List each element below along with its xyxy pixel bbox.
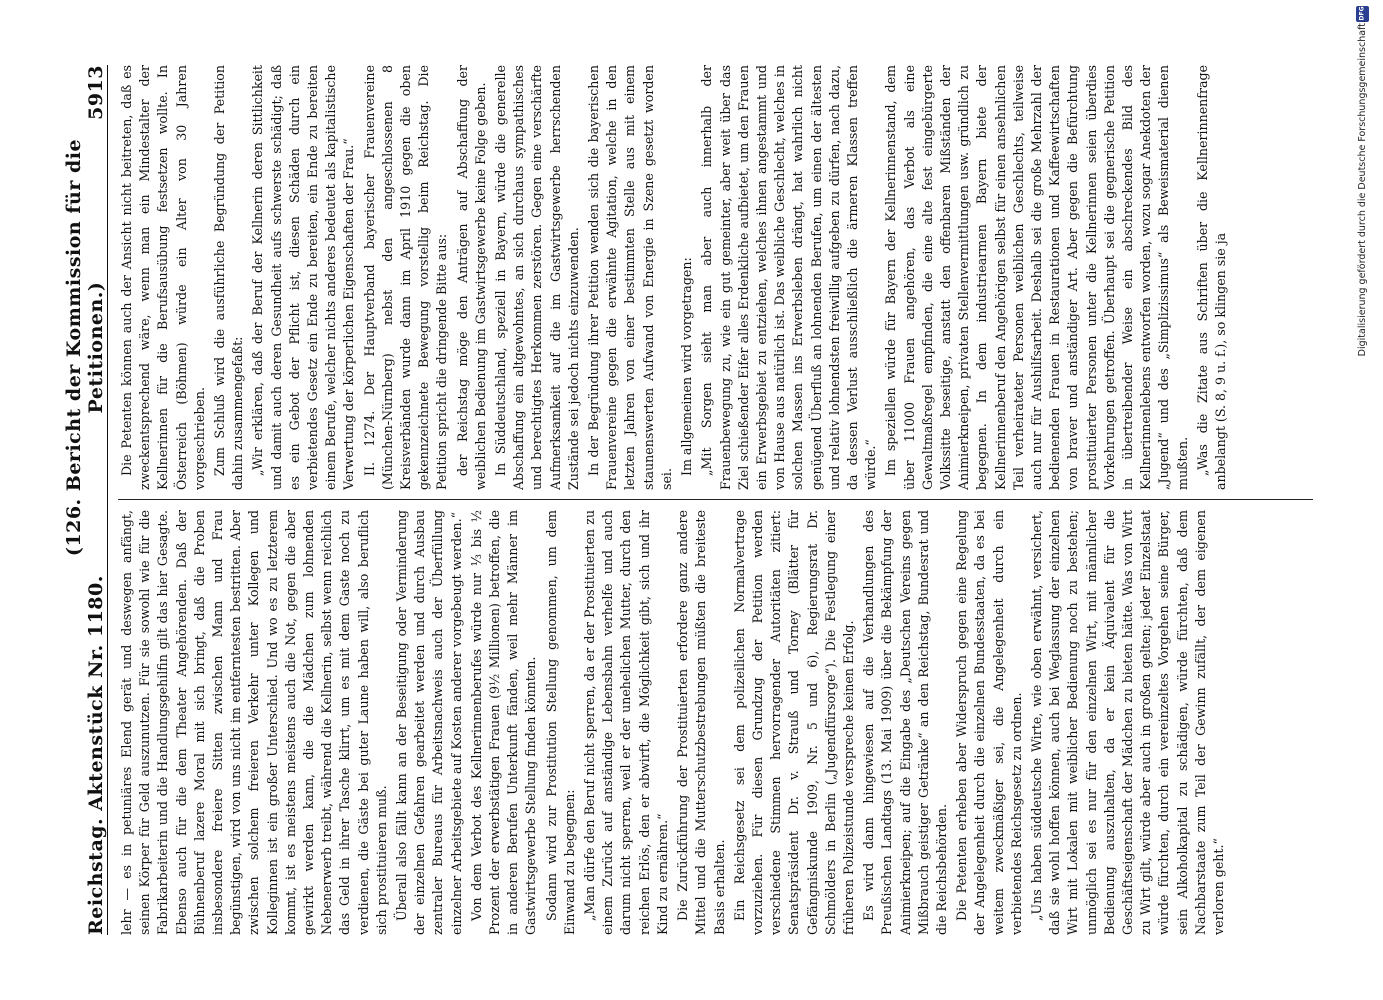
- text-columns: [118, 65, 1313, 935]
- paragraph: Es wird dann hingewiesen auf die Verhandlungen des Preußischen Landtags (13. Mai 1909) über die Bekämpfung der Animierkneipen; auf die Eingabe des „Deutschen Vereins gegen Mißbrauch geistiger Getränke“ an den Reichstag, Bundesrat und die Reichsbehörden.: [861, 510, 949, 935]
- paragraph: II. 1274. Der Hauptverband bayerischer Frauenvereine (München-Nürnberg) nebst den angeschlossenen 8 Kreisverbänden wurde dann im April 1910 gegen die oben gekennzeichnete Bewegung vorstellig beim Reichstag. Die Petition spricht die dringende Bitte aus:: [361, 65, 450, 490]
- paragraph: Überall also fällt kann an der Beseitigung oder Verminderung der einzelnen Gefahren gearbeitet werden und durch Ausbau zentraler Bureaus für Arbeitsnachweis auch der Überfüllung einzelner Arbeitsgebiete auf Kosten anderer vorgebeugt werden.“: [394, 510, 464, 935]
- digitization-text: Digitalisierung gefördert durch die Deutsche Forschungsgemeinschaft.: [1357, 20, 1368, 357]
- paragraph: der Reichstag möge den Anträgen auf Abschaffung der weiblichen Bedienung im Gastwirtsgewerbe keine Folge geben.: [454, 65, 488, 490]
- column-divider: [118, 499, 1313, 500]
- paragraph: Von dem Verbot des Kellnerinnenberufes würde nur ⅓ bis ½ Prozent der erwerbstätigen Frauen (9½ Millionen) betroffen, die in anderen Berufen Unterkunft fänden, weil mehr Männer im Gastwirtsgewerbe Stellung finden könnten.: [468, 510, 539, 935]
- paragraph: Die Petenten können auch der Ansicht nicht beitreten, daß es zweckentsprechend wäre, wenn man ein Mindestalter der Kellnerinnen für die Berufsausübung festsetzen wollte. In Österreich (Böhmen) würde ein Alter von 30 Jahren vorgeschrieben.: [119, 65, 207, 490]
- paragraph: In der Begründung ihrer Petition wenden sich die bayerischen Frauenvereine gegen die erwähnte Agitation, welche in den letzten Jahren von einer bestimmten Stelle aus mit einem staunenswerten Aufwand von Energie in Szene gesetzt worden sei.: [586, 65, 674, 490]
- paragraph: „Mit Sorgen sieht man aber auch innerhalb der Frauenbewegung zu, wie ein gut gemeinter, aber weit über das Ziel schießender Eifer alles Erdenkliche aufbietet, um den Frauen ein Erwerbsgebiet zu entziehen, welches ihnen angestammt und von Hause aus natürlich ist. Das weibliche Geschlecht, welches in solchen Massen ins Erwerbsleben drängt, hat wahrlich nicht genügend Überfluß an lohnenden Berufen, um einen der ältesten und relativ lohnendsten freiwillig aufgeben zu dürfen, nach dazu, da dessen Verlust ausschließlich die ärmeren Klassen treffen würde.“: [699, 65, 879, 490]
- page-number: 5913: [85, 65, 107, 120]
- page-header: [63, 65, 108, 935]
- left-column: [118, 510, 1313, 935]
- right-column: [118, 65, 1313, 490]
- paragraph: „Wir erklären, daß der Beruf der Kellnerin deren Sittlichkeit und damit auch deren Gesundheit aufs schwerste schädigt; daß es ein Gebot der Pflicht ist, diesen Schäden durch ein verbietendes Gesetz ein Ende zu bereiten, ein Ende zu bereiten einem Berufe, welcher nichts anderes bedeutet als kapitalistische Verwertung der körperlichen Eigenschaften der Frau.“: [250, 65, 357, 490]
- paragraph: Die Zurückführung der Prostituierten erfordere ganz andere Mittel und die Mutterschutzbestrebungen müßten die breiteste Basis erhalten.: [675, 510, 727, 935]
- digitization-note: [1355, 20, 1371, 980]
- paragraph: Ein Reichsgesetz sei dem polizeilichen Normalvertrage vorzuziehen. Für diesen Grundzug der Petition werden verschiedene Stimmen hervorragender Autoritäten zitiert: Senatspräsident Dr. v. Strauß und Torney (Blätter für Gefängniskunde 1909, Nr. 5 und 6), Regierungsrat Dr. Schmölders in Berlin („Jugendfürsorge“). Die Festlegung einer früheren Polizeistunde verspreche keinen Erfolg.: [731, 510, 856, 935]
- paragraph: Im speziellen würde für Bayern der Kellnerinnenstand, dem über 11000 Frauen angehören, das Verbot als eine Gewaltmaßregel empfinden, die eine alte fest eingebürgerte Volkssitte beseitige, anstatt den offenbaren Mißständen der Animierkneipen, privaten Stellenvermittlungen usw. gründlich zu begegnen. In dem industriearmen Bayern biete der Kellnerinnenberuf den Angehörigen selbst für einen ansehnlichen Teil verheirateter Personen weiblichen Geschlechts, teilweise auch nur für Aushilfsarbeit. Deshalb sei die große Mehrzahl der bedienenden Frauen in Restaurationen und Kaffeewirtschaften von braver und anständiger Art. Aber gegen die Befürchtung prostituierter Personen unter die Kellnerinnen seien überdies Vorkehrungen getroffen. Überhaupt sei die gegnerische Petition in übertreibender Weise ein abschreckendes Bild des Kellnerinnenlebens entworfen worden, wozu sogar Anekdoten der „Jugend“ und des „Simplizissimus“ als Beweismaterial dienen mußten.: [883, 65, 1190, 490]
- header-title: Reichstag. Aktenstück Nr. 1180.: [85, 575, 107, 935]
- dfg-badge: DFG: [1356, 6, 1369, 22]
- header-subtitle: (126. Bericht der Kommission für die Petitionen.): [63, 138, 107, 557]
- paragraph: In Süddeutschland, speziell in Bayern, würde die generelle Abschaffung ein altgewohntes, an sich durchaus sympathisches und berechtigtes Herkommen zerstören. Gegen eine verschärfte Aufmerksamkeit auf die im Gastwirtsgewerbe herrschenden Zustände sei jedoch nichts einzuwenden.: [493, 65, 581, 490]
- paragraph: Zum Schluß wird die ausführliche Begründung der Petition dahin zusammengefaßt:: [212, 65, 246, 490]
- paragraph: „Uns haben süddeutsche Wirte, wie oben erwähnt, versichert, daß sie wohl hoffen können, auch bei Weglassung der einzelnen Wirt mit Lokalen mit weiblicher Bedienung noch zu bestehen; unmöglich sei es nur für den einzelnen Wirt, mit männlicher Bedienung auszuhalten, da er kein Äquivalent für die Geschäftseigenschaft der Mädchen zu bieten hätte. Was von Wirt zu Wirt gilt, würde aber auch in großen gelten; jeder Einzelstaat würde fürchten, durch ein vereinzeltes Vorgehen seine Bürger, sein Alkoholkapital zu schädigen, würde fürchten, daß dem Nachbarstaate zum Teil der Gewinn zufällt, der dem eigenen verloren geht.“: [1028, 510, 1226, 935]
- paragraph: Im allgemeinen wird vorgetragen:: [679, 257, 695, 476]
- paragraph: „Was die Zitate aus Schriften über die Kellnerinnenfrage anbelangt (S. 8, 9 u. f.), so klingen sie ja: [1194, 65, 1228, 490]
- paragraph: „Man dürfe den Beruf nicht sperren, da er der Prostituierten zu einem Zurück auf anständige Lebensbahn verhelfe und auch darum nicht sperren, weil er der unehelichen Mutter, durch den reichen Erlös, den er abwirft, die Möglichkeit gibt, sich und ihr Kind zu ernähren.“: [582, 510, 670, 935]
- paragraph: Die Petenten erheben aber Widerspruch gegen eine Regelung der Angelegenheit durch die einzelnen Bundesstaaten, da es bei weitem zweckmäßiger sei, die Angelegenheit durch ein verbietendes Reichsgesetz zu ordnen.: [954, 510, 1024, 935]
- paragraph: Sodann wird zur Prostitution Stellung genommen, um dem Einwand zu begegnen:: [543, 510, 577, 935]
- paragraph: lehr — es in petuniäres Elend gerät und deswegen anfängt, seinen Körper für Geld auszunutzen. Für sie sowohl wie für die Fabrikarbeiterin und die Handlungsgehilfin gilt das hier Gesagte. Ebenso auch für die dem Theater Angehörenden. Daß der Bühnenberuf lazere Moral mit sich bringt, daß die Proben insbesondere freiere Sitten zwischen Mann und Frau begünstigen, wird von uns nicht im entferntesten bestritten. Aber zwischen solchem freieren Verkehr unter Kollegen und Kolleginnen ist ein großer Unterschied. Und wo es zu letzterem kommt, ist es meistens meistens auch die Not, gegen die aber gewirkt werden kann, die die Mädchen zum lohnenden Nebenerwerb treibt, während die Kellnerin, selbst wenn reichlich das Geld in ihrer Tasche klirrt, um es mit dem Gaste noch zu verdienen, die Gäste bei guter Laune haben will, also beruflich sich prostituieren muß.: [119, 510, 389, 935]
